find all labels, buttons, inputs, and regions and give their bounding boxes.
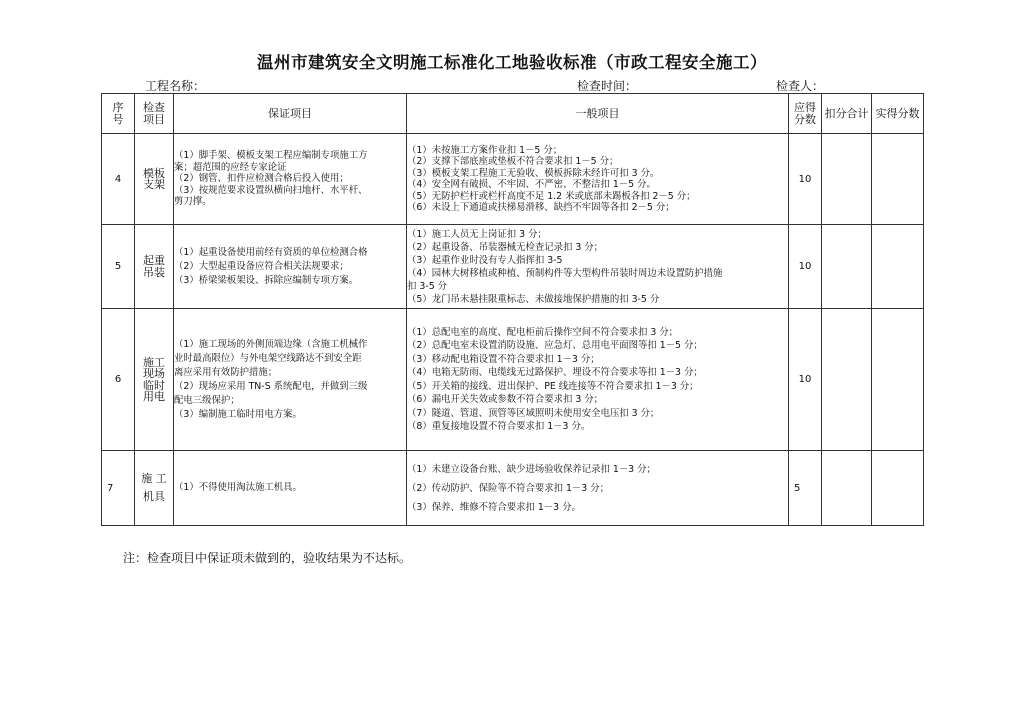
row-item: 模板 支架 bbox=[135, 134, 174, 225]
header-actual: 实得分数 bbox=[872, 94, 924, 134]
table-row bbox=[102, 309, 924, 451]
row-score: 10 bbox=[789, 134, 822, 225]
row-general: （1）施工人员无上岗证扣 3 分； （2）起重设备、吊装器械无检查记录扣 3 分； （3）起重作业时没有专人指挥扣 3-5 （4）园林大树移植或种植、预制构件等大型构件吊装时周边未设置防护措施 扣 3-5 分 （5）龙门吊未悬挂限重标志、未做接地保护措施的扣 3-5 分 bbox=[407, 225, 789, 309]
row-no: 7 bbox=[102, 451, 135, 526]
row-no: 6 bbox=[102, 309, 135, 451]
row-guarantee: （1）不得使用淘汰施工机具。 bbox=[174, 451, 407, 526]
row-actual-cell[interactable] bbox=[872, 309, 924, 451]
table-row bbox=[102, 134, 924, 225]
page-title: 温州市建筑安全文明施工标准化工地验收标准（市政工程安全施工） bbox=[257, 53, 767, 72]
table-header-row bbox=[102, 94, 924, 134]
row-no: 4 bbox=[102, 134, 135, 225]
row-deduct-cell[interactable] bbox=[822, 309, 872, 451]
header-item: 检查 项目 bbox=[135, 94, 174, 134]
row-item: 施工 现场 临时 用电 bbox=[135, 309, 174, 451]
row-actual-cell[interactable] bbox=[872, 225, 924, 309]
row-deduct-cell[interactable] bbox=[822, 225, 872, 309]
check-time-label: 检查时间： bbox=[577, 79, 638, 93]
row-no: 5 bbox=[102, 225, 135, 309]
row-score: 10 bbox=[789, 309, 822, 451]
row-score: 5 bbox=[789, 451, 822, 526]
row-score: 10 bbox=[789, 225, 822, 309]
inspector-label: 检查人： bbox=[776, 79, 825, 93]
footnote: 注：检查项目中保证项未做到的，验收结果为不达标。 bbox=[123, 551, 412, 565]
row-guarantee: （1）脚手架、模板支架工程应编制专项施工方 案；超范围的应经专家论证 （2）钢管、扣件应检测合格后投入使用； （3）按规范要求设置纵横向扫地杆、水平杆、 剪刀撑。 bbox=[174, 134, 407, 225]
row-guarantee: （1）施工现场的外侧顶端边缘（含施工机械作 业时最高限位）与外电架空线路达不到安全距 离应采用有效防护措施； （2）现场应采用 TN-S 系统配电，并做到三级 配电三级保护； （3）编制施工临时用电方案。 bbox=[174, 309, 407, 451]
row-general: （1）总配电室的高度、配电柜前后操作空间不符合要求扣 3 分； （2）总配电室未设置消防设施、应急灯、总用电平面图等扣 1－5 分； （3）移动配电箱设置不符合要求扣 1－3 分； （4）电箱无防雨、电缆线无过路保护、埋设不符合要求等扣 1－3 分； （5）开关箱的接线、进出保护、PE 线连接等不符合要求扣 1－3 分； （6）漏电开关失效或参数不符合要求扣 3 分； （7）隧道、管道、顶管等区域照明未使用安全电压扣 3 分； （8）重复接地设置不符合要求扣 1－3 分。 bbox=[407, 309, 789, 451]
header-deduct: 扣分合计 bbox=[822, 94, 872, 134]
header-general: 一般项目 bbox=[407, 94, 789, 134]
acceptance-standard-table bbox=[101, 93, 924, 526]
row-actual-cell[interactable] bbox=[872, 451, 924, 526]
row-actual-cell[interactable] bbox=[872, 134, 924, 225]
header-guarantee: 保证项目 bbox=[174, 94, 407, 134]
row-item: 起重 吊装 bbox=[135, 225, 174, 309]
row-deduct-cell[interactable] bbox=[822, 451, 872, 526]
row-general: （1）未建立设备台账、缺少进场验收保养记录扣 1－3 分； （2）传动防护、保险等不符合要求扣 1－3 分； （3）保养、维修不符合要求扣 1－3 分。 bbox=[407, 451, 789, 526]
table-row bbox=[102, 451, 924, 526]
row-deduct-cell[interactable] bbox=[822, 134, 872, 225]
project-name-label: 工程名称： bbox=[145, 79, 206, 93]
table-row bbox=[102, 225, 924, 309]
header-no: 序 号 bbox=[102, 94, 135, 134]
row-guarantee: （1）起重设备使用前经有资质的单位检测合格 （2）大型起重设备应符合相关法规要求； （3）桥梁梁板架设、拆除应编制专项方案。 bbox=[174, 225, 407, 309]
row-item: 施 工 机具 bbox=[135, 451, 174, 526]
header-score: 应得 分数 bbox=[789, 94, 822, 134]
row-general: （1）未按施工方案作业扣 1－5 分； （2）支撑下部底座或垫板不符合要求扣 1－5 分； （3）模板支架工程施工无验收、模板拆除未经许可扣 3 分。 （4）安全网有破损、不牢固、不严密、不整洁扣 1－5 分。 （5）无防护栏杆或栏杆高度不足 1.2 米或底部未踢板各扣 2－5 分； （6）未设上下通道或扶梯易滑移、缺挡不牢固等各扣 2－5 分； bbox=[407, 134, 789, 225]
